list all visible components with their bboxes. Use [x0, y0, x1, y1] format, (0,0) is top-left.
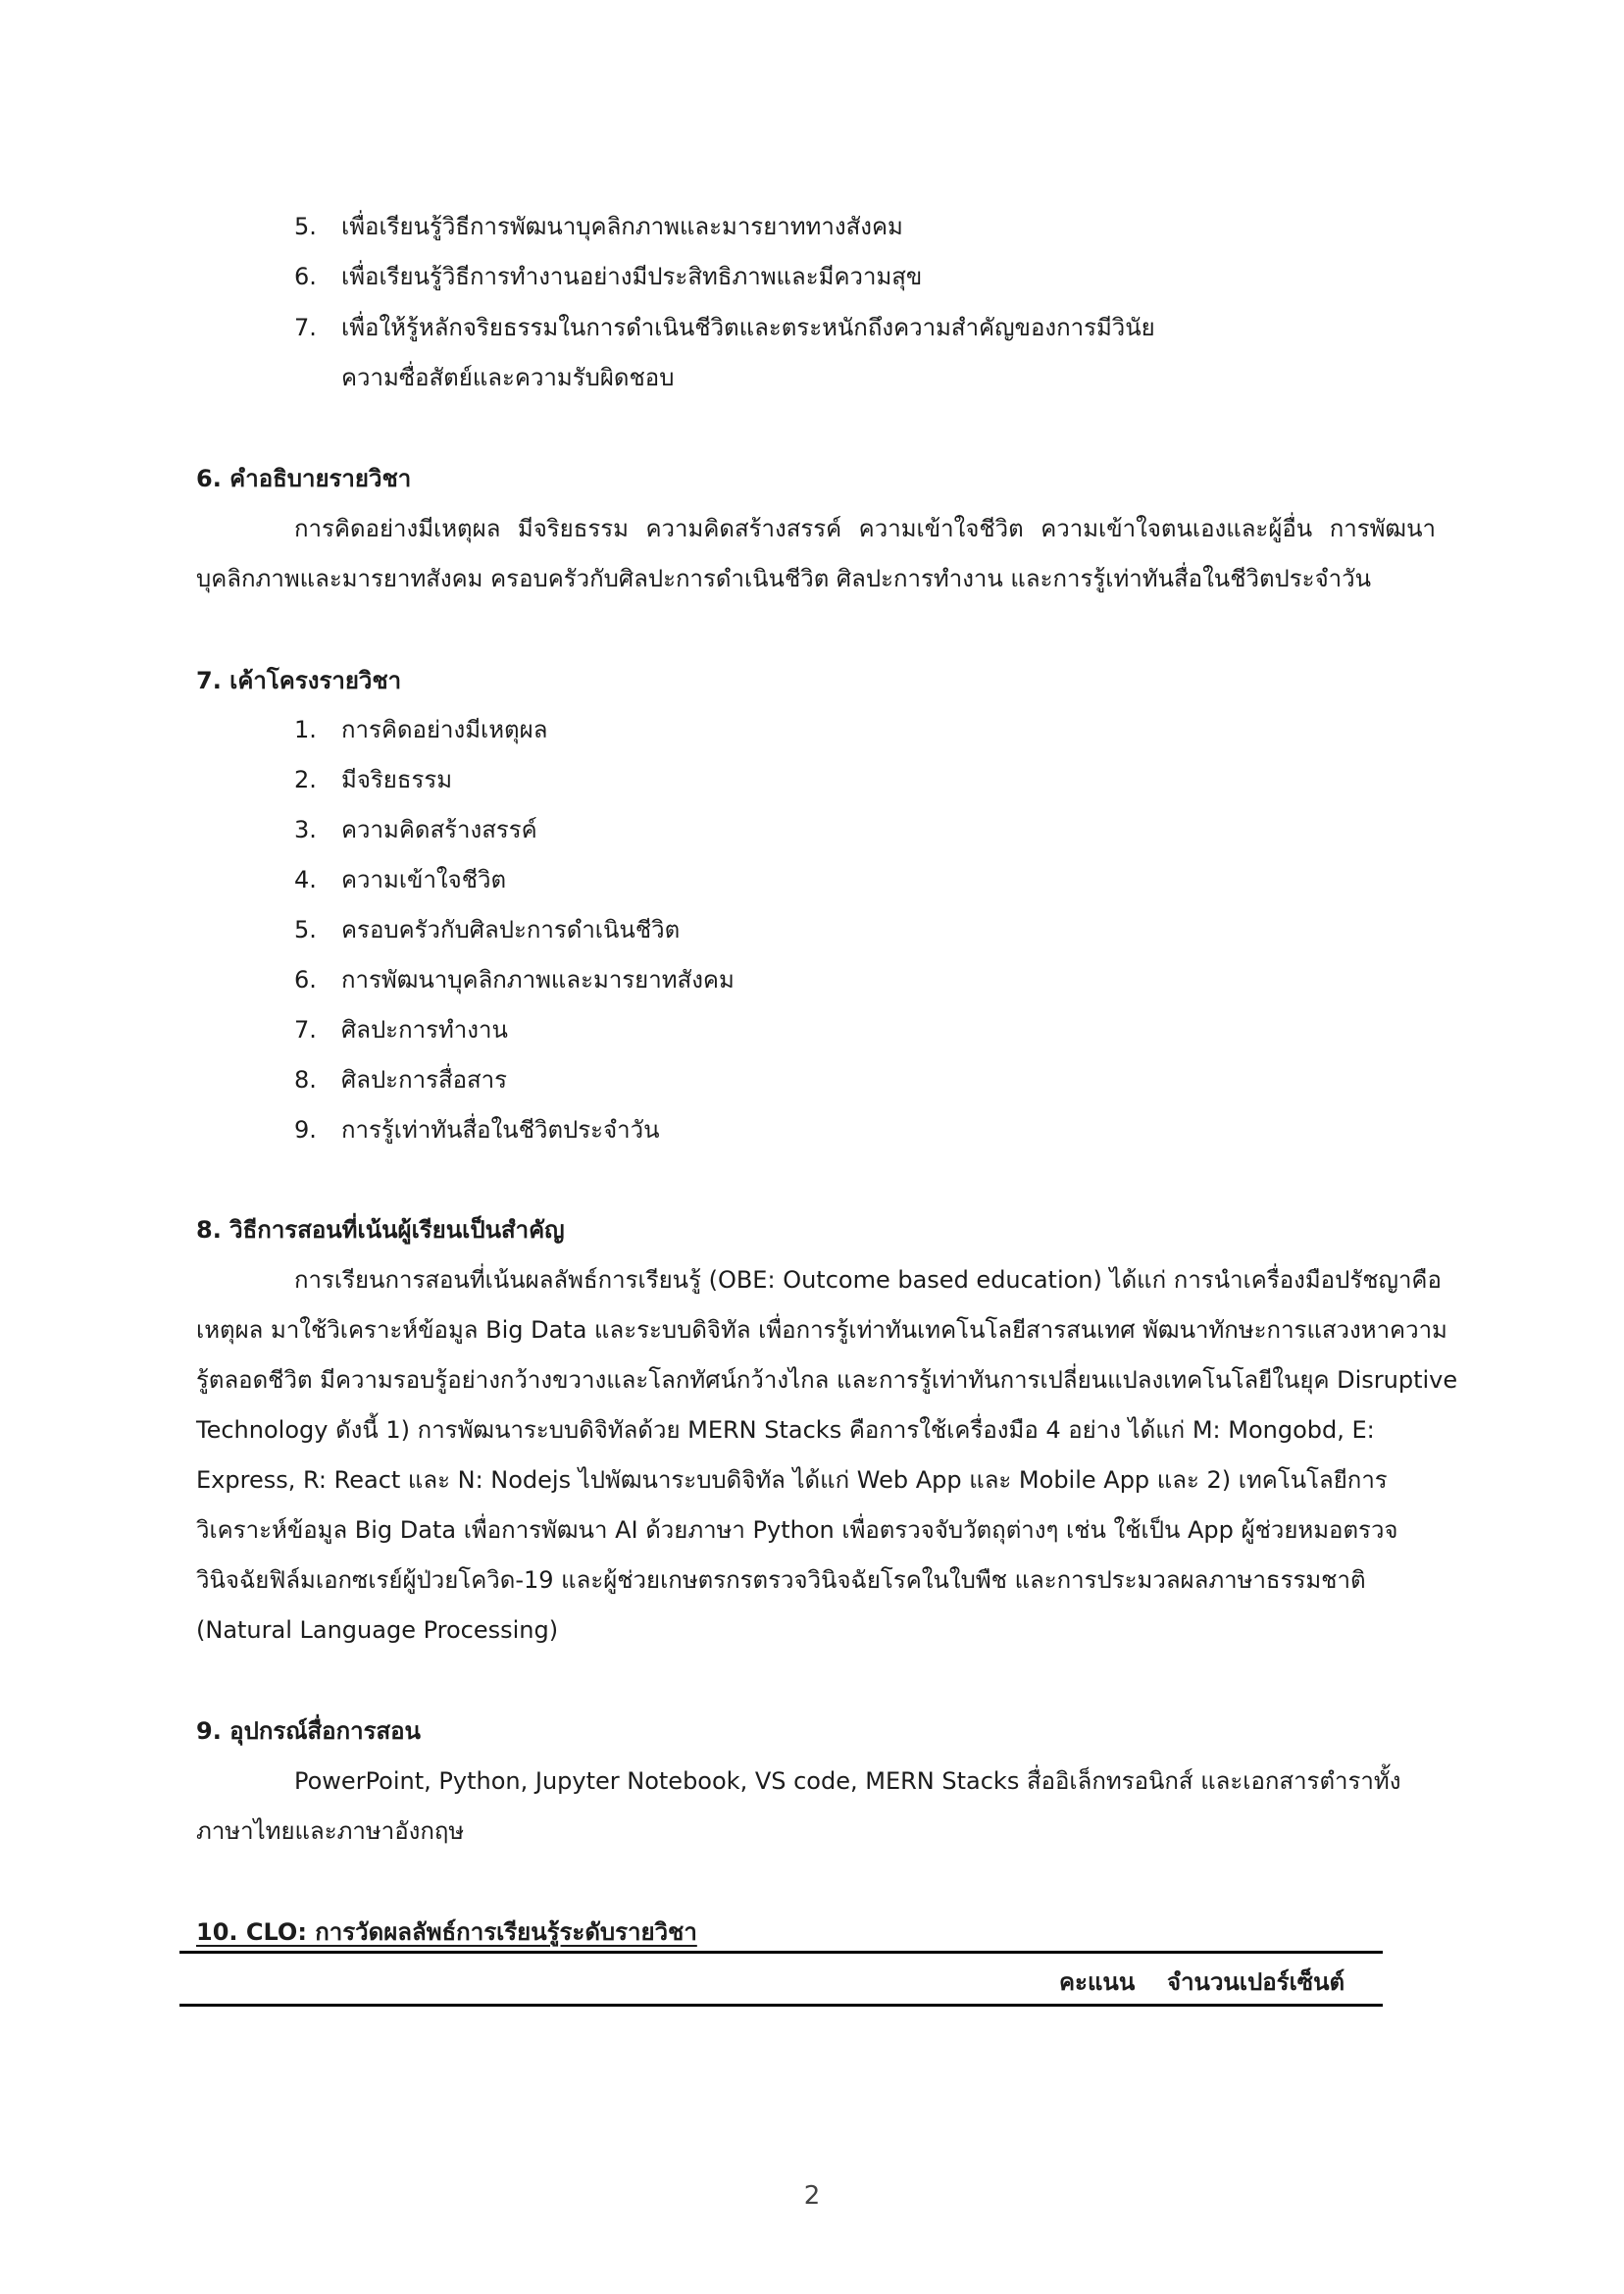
section-7-heading: 7. เค้าโครงรายวิชา [196, 667, 402, 694]
outline-item [294, 962, 735, 997]
item-text: การพัฒนาบุคลิกภาพและมารยาทสังคม [341, 966, 735, 994]
section-8-line: รู้ตลอดชีวิต มีความรอบรู้อย่างกว้างขวางและโลกทัศน์กว้างไกล และการรู้เท่าทันการเปลี่ยนแปลงเทคโนโลยีในยุค Disruptive [196, 1366, 1458, 1394]
table-header-rule [179, 2004, 1383, 2007]
item-text: การคิดอย่างมีเหตุผล [341, 716, 548, 743]
section-8-line: วินิจฉัยฟิล์มเอกซเรย์ผู้ป่วยโควิด-19 และผู้ช่วยเกษตรกรตรวจวินิจฉัยโรคในใบพืช และการประมวลผลภาษาธรรมชาติ [196, 1566, 1366, 1594]
item-text: เพื่อเรียนรู้วิธีการทำงานอย่างมีประสิทธิภาพและมีความสุข [341, 263, 923, 290]
outline-item [294, 862, 506, 897]
section-9-heading: 9. อุปกรณ์สื่อการสอน [196, 1717, 421, 1745]
section-8-line: Technology ดังนี้ 1) การพัฒนาระบบดิจิทัลด้วย MERN Stacks คือการใช้เครื่องมือ 4 อย่าง ได้แก่ M: Mongobd, E: [196, 1416, 1375, 1444]
item-number: 4. [294, 866, 317, 893]
item-text: เพื่อเรียนรู้วิธีการพัฒนาบุคลิกภาพและมารยาททางสังคม [341, 213, 903, 240]
objective-item-7-continuation: ความซื่อสัตย์และความรับผิดชอบ [341, 364, 675, 391]
outline-item [294, 1112, 660, 1147]
item-text: ครอบครัวกับศิลปะการดำเนินชีวิต [341, 916, 681, 943]
objective-item-6 [294, 259, 922, 294]
section-8-line: Express, R: React และ N: Nodejs ไปพัฒนาระบบดิจิทัล ได้แก่ Web App และ Mobile App และ 2) เทคโนโลยีการ [196, 1466, 1388, 1494]
column-header-score: คะแนน [1059, 1968, 1136, 1996]
outline-item [294, 762, 452, 797]
section-6-line: บุคลิกภาพและมารยาทสังคม ครอบครัวกับศิลปะการดำเนินชีวิต ศิลปะการทำงาน และการรู้เท่าทันสื่อในชีวิตประจำวัน [196, 565, 1371, 592]
outline-item [294, 712, 547, 747]
item-number: 9. [294, 1116, 317, 1144]
item-text: ศิลปะการทำงาน [341, 1016, 508, 1044]
item-text: มีจริยธรรม [341, 766, 453, 793]
section-8-heading: 8. วิธีการสอนที่เน้นผู้เรียนเป็นสำคัญ [196, 1216, 565, 1244]
item-number: 6. [294, 263, 317, 290]
item-number: 7. [294, 314, 317, 341]
outline-item [294, 812, 537, 847]
section-9-line: PowerPoint, Python, Jupyter Notebook, VS code, MERN Stacks สื่ออิเล็กทรอนิกส์ และเอกสารตำราทั้ง [294, 1767, 1401, 1795]
objective-item-7 [294, 310, 1155, 345]
section-8-line: การเรียนการสอนที่เน้นผลลัพธ์การเรียนรู้ (OBE: Outcome based education) ได้แก่ การนำเครื่องมือปรัชญาคือ [294, 1266, 1442, 1294]
item-text: ความเข้าใจชีวิต [341, 866, 507, 893]
section-8-line: (Natural Language Processing) [196, 1616, 559, 1644]
item-number: 7. [294, 1016, 317, 1044]
outline-item [294, 1012, 508, 1047]
outline-item [294, 912, 680, 947]
column-header-percent: จำนวนเปอร์เซ็นต์ [1167, 1968, 1345, 1996]
item-text: เพื่อให้รู้หลักจริยธรรมในการดำเนินชีวิตและตระหนักถึงความสำคัญของการมีวินัย [341, 314, 1155, 341]
item-number: 5. [294, 916, 317, 943]
section-10-heading: 10. CLO: การวัดผลลัพธ์การเรียนรู้ระดับรายวิชา [196, 1918, 697, 1946]
page-number: 2 [803, 2181, 821, 2211]
section-6-line: การคิดอย่างมีเหตุผล มีจริยธรรม ความคิดสร้างสรรค์ ความเข้าใจชีวิต ความเข้าใจตนเองและผู้อื่น การพัฒนา [294, 515, 1436, 542]
item-number: 2. [294, 766, 317, 793]
item-number: 3. [294, 816, 317, 843]
item-text: ความคิดสร้างสรรค์ [341, 816, 537, 843]
objective-item-5 [294, 209, 903, 244]
item-number: 6. [294, 966, 317, 994]
section-9-line: ภาษาไทยและภาษาอังกฤษ [196, 1817, 465, 1845]
item-number: 8. [294, 1066, 317, 1094]
item-text: ศิลปะการสื่อสาร [341, 1066, 508, 1094]
section-6-heading: 6. คำอธิบายรายวิชา [196, 465, 412, 492]
item-text: การรู้เท่าทันสื่อในชีวิตประจำวัน [341, 1116, 660, 1144]
table-top-rule [179, 1951, 1383, 1954]
outline-item [294, 1062, 507, 1097]
item-number: 1. [294, 716, 317, 743]
section-8-line: วิเคราะห์ข้อมูล Big Data เพื่อการพัฒนา AI ด้วยภาษา Python เพื่อตรวจจับวัตถุต่างๆ เช่น ใช้เป็น App ผู้ช่วยหมอตรวจ [196, 1516, 1398, 1544]
item-number: 5. [294, 213, 317, 240]
section-8-line: เหตุผล มาใช้วิเคราะห์ข้อมูล Big Data และระบบดิจิทัล เพื่อการรู้เท่าทันเทคโนโลยีสารสนเทศ พัฒนาทักษะการแสวงหาความ [196, 1316, 1447, 1344]
